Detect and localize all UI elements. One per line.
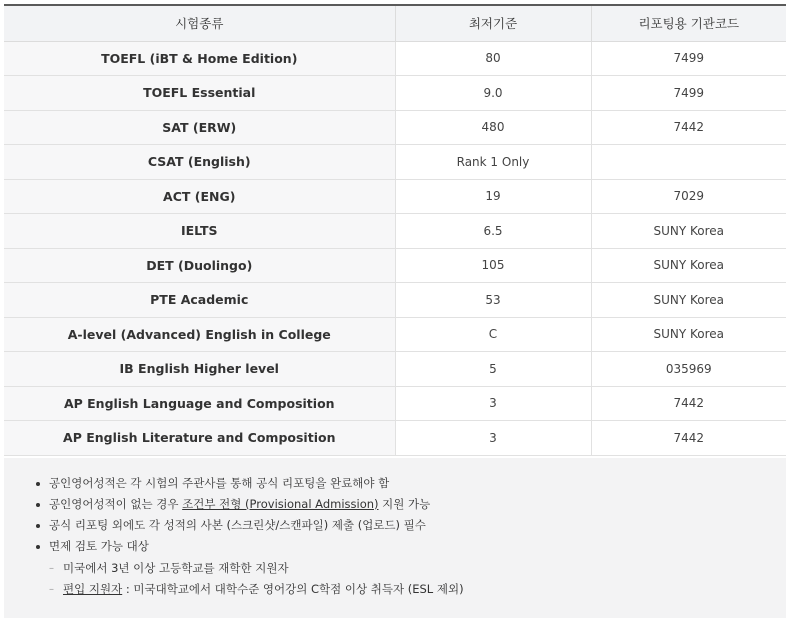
min-score: 105 (395, 248, 591, 283)
table-row (4, 41, 786, 76)
table-row (4, 214, 786, 249)
note-copy-upload: 공식 리포팅 외에도 각 성적의 사본 (스크린샷/스캔파일) 제출 (업로드) 필수 (4, 515, 786, 536)
exemption-transfer: – 편입 지원자 : 미국대학교에서 대학수준 영어강의 C학점 이상 취득자 (ESL 제외) (49, 579, 786, 600)
exam-name: AP English Language and Composition (4, 386, 395, 421)
table-row (4, 386, 786, 421)
notes-list (4, 473, 786, 600)
exam-name: IELTS (4, 214, 395, 249)
exam-name: ACT (ENG) (4, 179, 395, 214)
min-score: 3 (395, 386, 591, 421)
min-score: 80 (395, 41, 591, 76)
institution-code: SUNY Korea (591, 214, 786, 249)
institution-code (591, 145, 786, 180)
note-official-reporting: 공인영어성적은 각 시험의 주관사를 통해 공식 리포팅을 완료해야 함 (4, 473, 786, 494)
note-exemption: 면제 검토 가능 대상 – 미국에서 3년 이상 고등학교를 재학한 지원자 – 편입 지원자 : 미국대학교에서 대학수준 영어강의 C학점 이상 취득자 (ESL 제외) (4, 536, 786, 600)
table-row (4, 421, 786, 456)
provisional-admission-link[interactable]: 조건부 전형 (Provisional Admission) (182, 497, 379, 511)
exam-name: A-level (Advanced) English in College (4, 317, 395, 352)
exam-name: DET (Duolingo) (4, 248, 395, 283)
exam-name: TOEFL Essential (4, 76, 395, 111)
institution-code: SUNY Korea (591, 283, 786, 318)
min-score: Rank 1 Only (395, 145, 591, 180)
min-score: 3 (395, 421, 591, 456)
institution-code: SUNY Korea (591, 248, 786, 283)
exam-name: SAT (ERW) (4, 110, 395, 145)
min-score: 6.5 (395, 214, 591, 249)
min-score: 9.0 (395, 76, 591, 111)
institution-code: 7442 (591, 421, 786, 456)
institution-code: SUNY Korea (591, 317, 786, 352)
table-row (4, 76, 786, 111)
min-score: 53 (395, 283, 591, 318)
exemption-list (49, 558, 786, 600)
header-min-score: 최저기준 (395, 5, 591, 41)
score-table (4, 4, 786, 456)
institution-code: 7499 (591, 76, 786, 111)
min-score: 480 (395, 110, 591, 145)
table-row (4, 145, 786, 180)
institution-code: 035969 (591, 352, 786, 387)
min-score: 5 (395, 352, 591, 387)
exemption-us-highschool: – 미국에서 3년 이상 고등학교를 재학한 지원자 (49, 558, 786, 579)
institution-code: 7499 (591, 41, 786, 76)
header-exam-type: 시험종류 (4, 5, 395, 41)
exam-name: AP English Literature and Composition (4, 421, 395, 456)
institution-code: 7029 (591, 179, 786, 214)
institution-code: 7442 (591, 110, 786, 145)
exam-name: IB English Higher level (4, 352, 395, 387)
table-row (4, 283, 786, 318)
table-row (4, 317, 786, 352)
exam-name: PTE Academic (4, 283, 395, 318)
table-row (4, 248, 786, 283)
table-header-row (4, 5, 786, 41)
transfer-applicant-link[interactable]: 편입 지원자 (63, 582, 123, 596)
institution-code: 7442 (591, 386, 786, 421)
exam-name: TOEFL (iBT & Home Edition) (4, 41, 395, 76)
table-row (4, 352, 786, 387)
min-score: 19 (395, 179, 591, 214)
header-institution-code: 리포팅용 기관코드 (591, 5, 786, 41)
score-requirements (4, 4, 786, 456)
table-row (4, 179, 786, 214)
notes-box (4, 458, 786, 618)
note-provisional-admission: 공인영어성적이 없는 경우 조건부 전형 (Provisional Admission) 지원 가능 (4, 494, 786, 515)
exam-name: CSAT (English) (4, 145, 395, 180)
min-score: C (395, 317, 591, 352)
table-row (4, 110, 786, 145)
